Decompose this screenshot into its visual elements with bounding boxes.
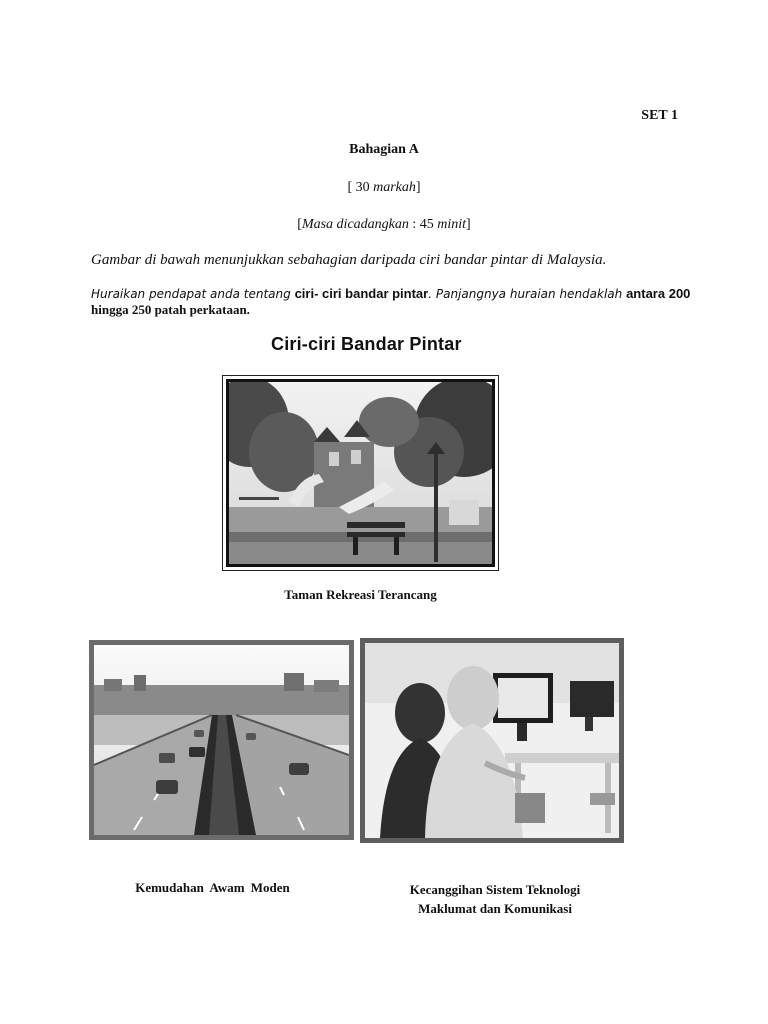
marks-open: [ 30 [347,180,374,195]
time-close: ] [466,217,471,232]
set-label: SET 1 [641,108,678,123]
ict-photo [360,638,624,843]
ict-caption [370,880,620,918]
park-caption: Taman Rekreasi Terancang [284,587,437,602]
marks-line [0,180,768,196]
figure-title: Ciri-ciri Bandar Pintar [271,334,462,354]
park-photo [222,375,499,571]
instruction-bold-topic: ciri- ciri bandar pintar [294,286,429,301]
ict-caption-line2: Maklumat dan Komunikasi [418,901,572,916]
highway-photo [89,640,354,840]
instruction-part1: Huraikan pendapat anda tentang [91,287,295,301]
ict-caption-line1: Kecanggihan Sistem Teknologi [409,882,581,897]
time-label: Masa dicadangkan [301,217,409,232]
time-line [0,217,768,233]
marks-word: markah [373,180,416,195]
time-unit: minit [437,217,467,232]
instruction-text [91,286,691,318]
instruction-bold-range: antara 200 [626,286,691,301]
time-open: [ [297,217,302,232]
intro-text: Gambar di bawah menunjukkan sebahagian daripada ciri bandar pintar di Malaysia. [91,252,607,268]
time-value: : 45 [408,217,438,232]
marks-close: ] [415,180,421,195]
instruction-part2: . Panjangnya huraian hendaklah [428,287,627,301]
highway-caption: Kemudahan Awam Moden [135,880,290,895]
section-heading: Bahagian A [349,142,419,157]
instruction-bold-range-end: hingga 250 patah perkataan. [91,302,250,317]
